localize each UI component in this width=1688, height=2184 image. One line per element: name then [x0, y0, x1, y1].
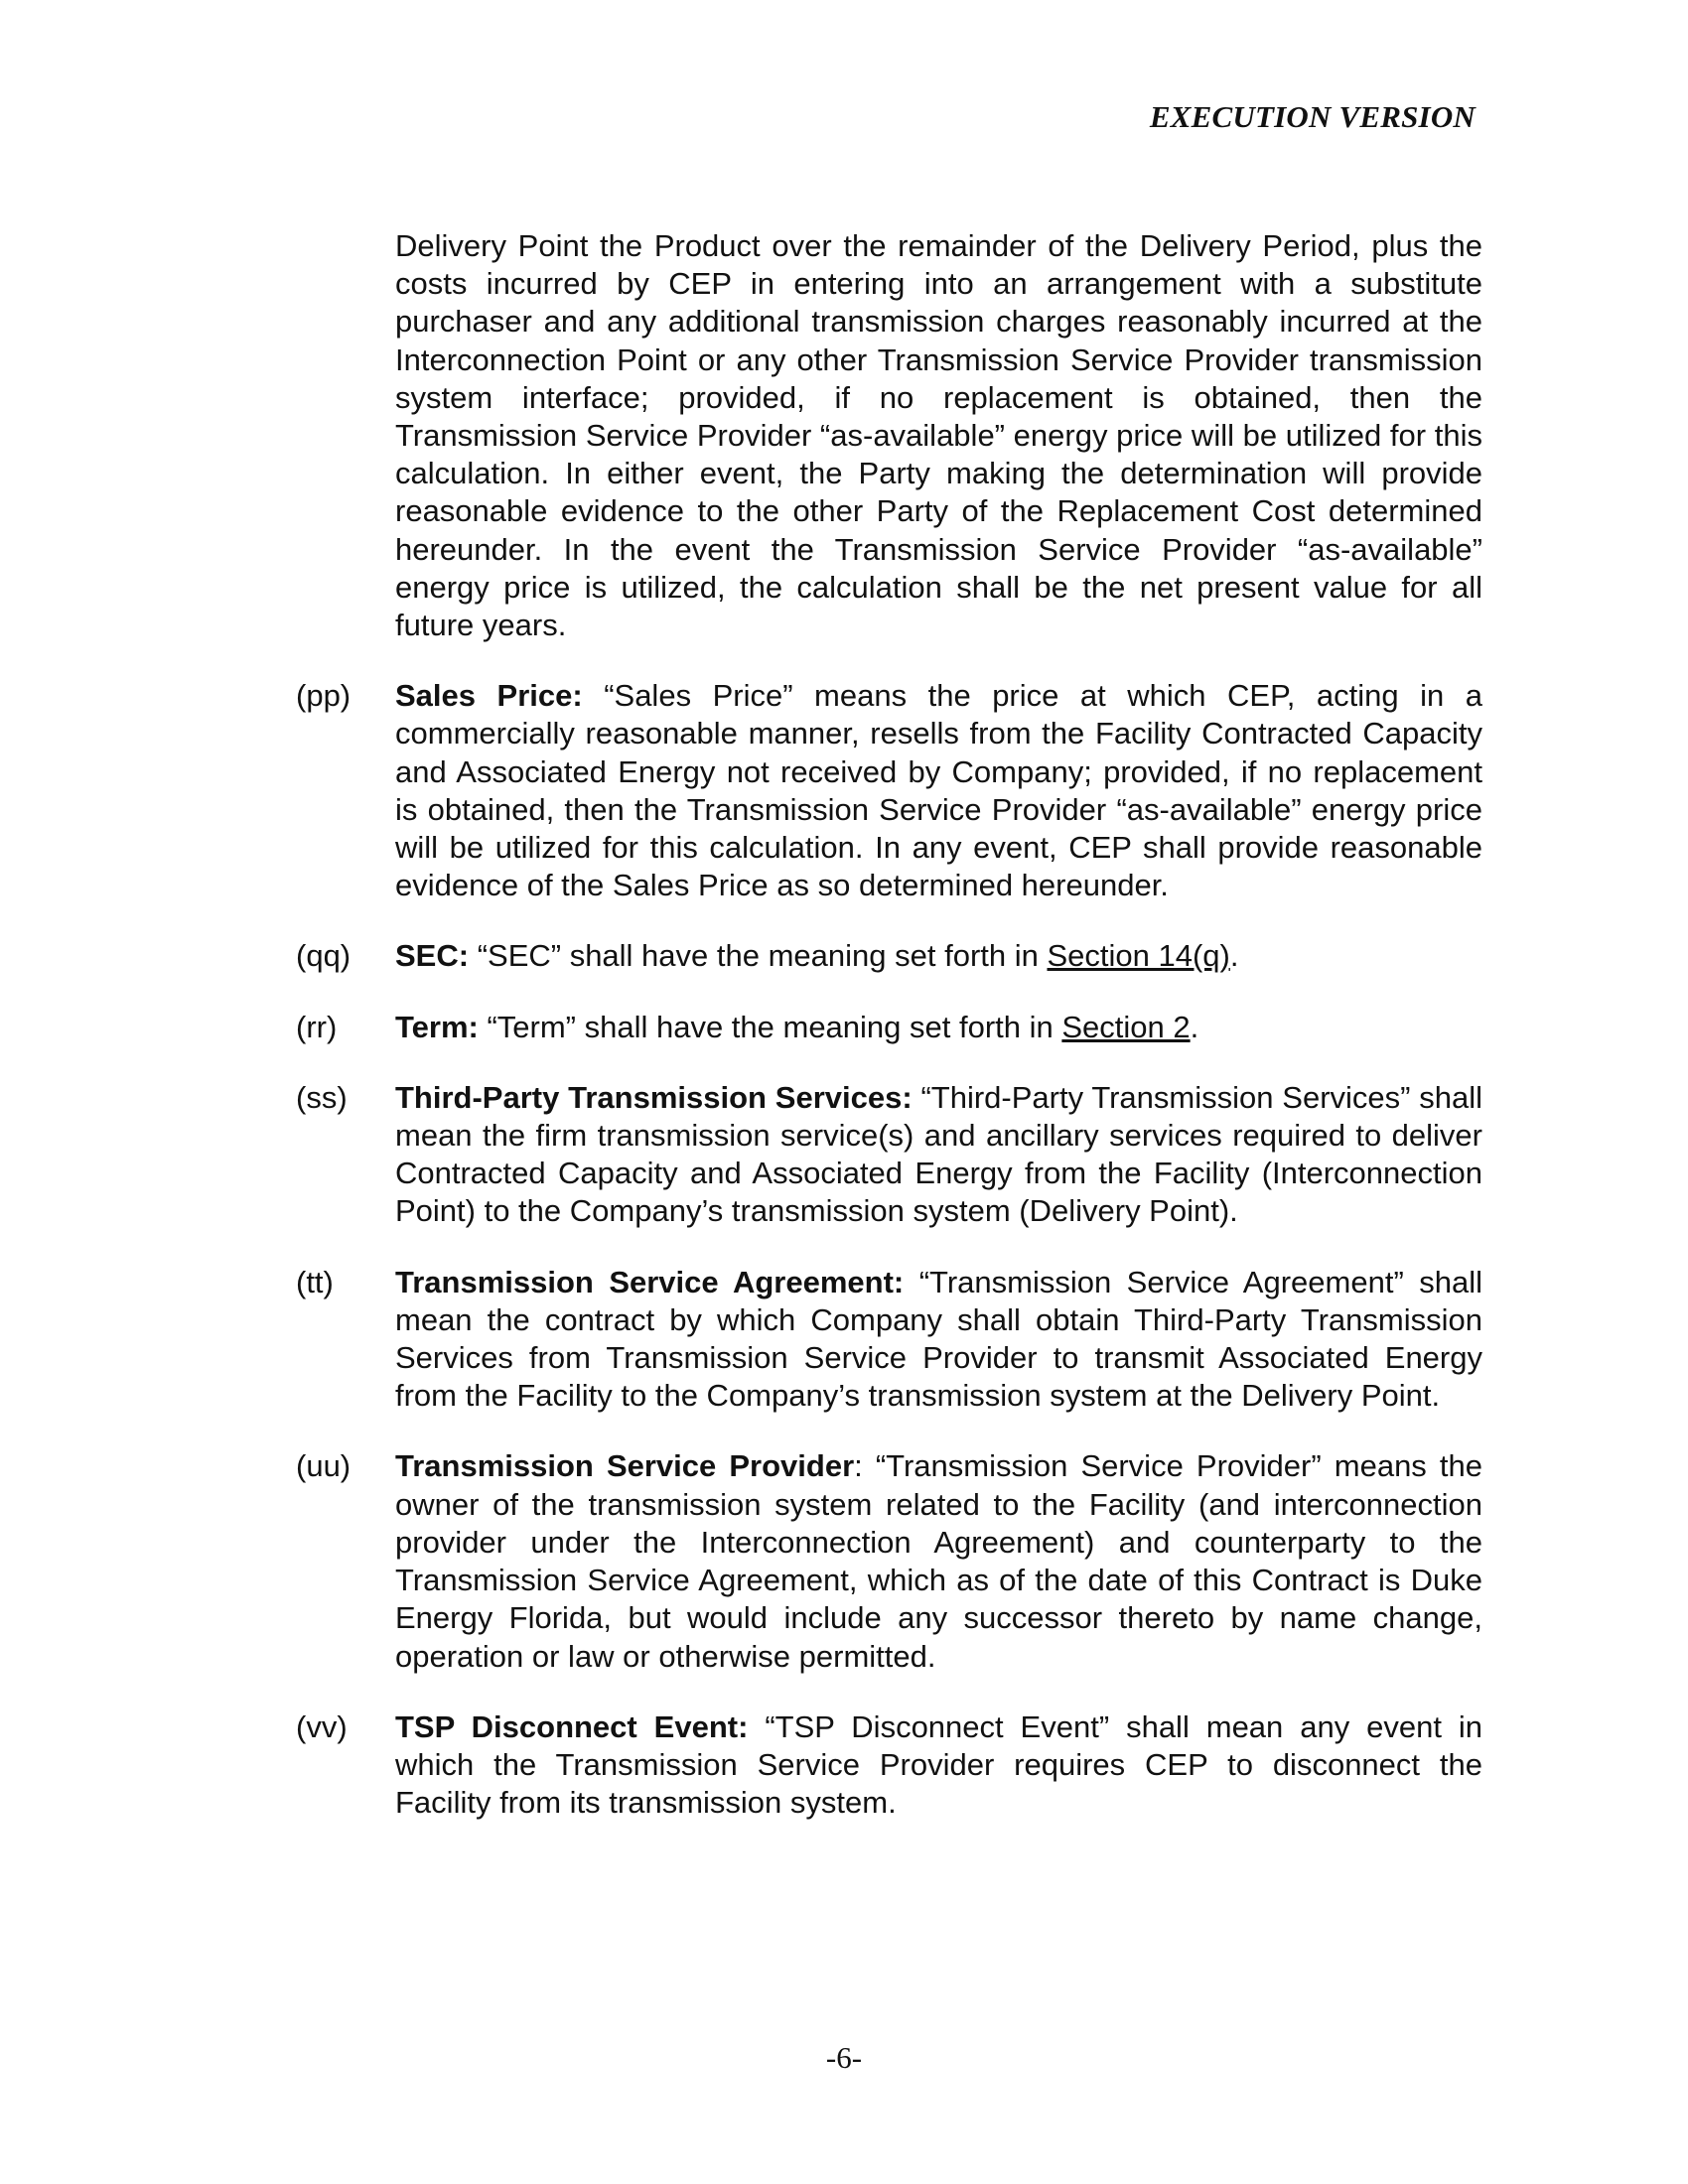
definition-transmission-service-agreement	[296, 1264, 1483, 1416]
definition-text: “Transmission Service Agreement” shall mean the contract by which Company shall obtain Third-Party Transmission Services from Transmission Service Provider to transmit Associated Energy from the Facility to the Company’s transmission system at the Delivery Point.	[395, 1264, 1483, 1414]
definition-term: Sales Price:	[395, 678, 583, 714]
definition-term	[296, 1009, 1482, 1046]
definition-marker: (ss)	[296, 1079, 348, 1115]
definition-term: SEC:	[395, 938, 470, 974]
intro-paragraph: Delivery Point the Product over the remainder of the Delivery Period, plus the costs incurred by CEP in entering into an arrangement with a substitute purchaser and any additional transmission charges reasonably incurred at the Interconnection Point or any other Transmission Service Provider transmission system interface; provided, if no replacement is obtained, then the Transmission Service Provider “as-available” energy price will be utilized for this calculation. In either event, the Party making the determination will provide reasonable evidence to the other Party of the Replacement Cost determined hereunder. In the event the Transmission Service Provider “as-available” energy price is utilized, the calculation shall be the net present value for all future years.	[395, 228, 1482, 643]
page-number: -6-	[825, 2040, 863, 2075]
definition-term: Transmission Service Provider	[395, 1448, 855, 1484]
definition-marker: (qq)	[296, 938, 352, 974]
definition-third-party-transmission-services	[296, 1079, 1483, 1231]
definition-tail: .	[1190, 1009, 1199, 1044]
definition-marker: (uu)	[296, 1448, 352, 1484]
definition-text: “Third-Party Transmission Services” shall mean the firm transmission service(s) and ancillary services required to deliver Contracted Capacity and Associated Energy from the Facility (Interconnection Point) to the Company’s transmission system (Delivery Point).	[395, 1079, 1483, 1229]
definition-marker: (rr)	[296, 1009, 338, 1044]
section-reference-link: Section 2	[1061, 1009, 1191, 1044]
definition-sec	[296, 937, 1482, 975]
definition-term: Third-Party Transmission Services:	[395, 1079, 913, 1115]
definition-sales-price	[296, 677, 1482, 904]
definition-text: “SEC” shall have the meaning set forth in	[469, 938, 1048, 974]
definition-marker: (tt)	[296, 1264, 334, 1299]
definition-term-label: Term:	[395, 1009, 479, 1044]
definition-term: Transmission Service Agreement:	[395, 1264, 905, 1299]
document-body	[296, 197, 1482, 1854]
definition-text: “Sales Price” means the price at which CEP, acting in a commercially reasonable manner, resells from the Facility Contracted Capacity and Associated Energy not received by Company; provided, if no replacement is obtained, then the Transmission Service Provider “as-available” energy price will be utilized for this calculation. In any event, CEP shall provide reasonable evidence of the Sales Price as so determined hereunder.	[395, 678, 1482, 903]
definition-term: TSP Disconnect Event:	[395, 1708, 749, 1744]
execution-version-header: EXECUTION VERSION	[1149, 99, 1476, 134]
definition-marker: (vv)	[296, 1708, 348, 1744]
definition-text: “Term” shall have the meaning set forth in	[478, 1009, 1062, 1044]
definition-tail: .	[1229, 938, 1239, 974]
definition-transmission-service-provider	[296, 1447, 1482, 1675]
section-reference-link: Section 14(q)	[1047, 938, 1230, 974]
definition-text: : “Transmission Service Provider” means the owner of the transmission system related to the Facility (and interconnection provider under the Interconnection Agreement) and counterparty to the Transmission Service Agreement, which as of the date of this Contract is Duke Energy Florida, but would include any successor thereto by name change, operation or law or otherwise permitted.	[395, 1448, 1482, 1674]
definition-tsp-disconnect-event	[296, 1708, 1482, 1823]
definition-text: “TSP Disconnect Event” shall mean any event in which the Transmission Service Provider requires CEP to disconnect the Facility from its transmission system.	[395, 1708, 1482, 1821]
definition-marker: (pp)	[296, 678, 352, 714]
